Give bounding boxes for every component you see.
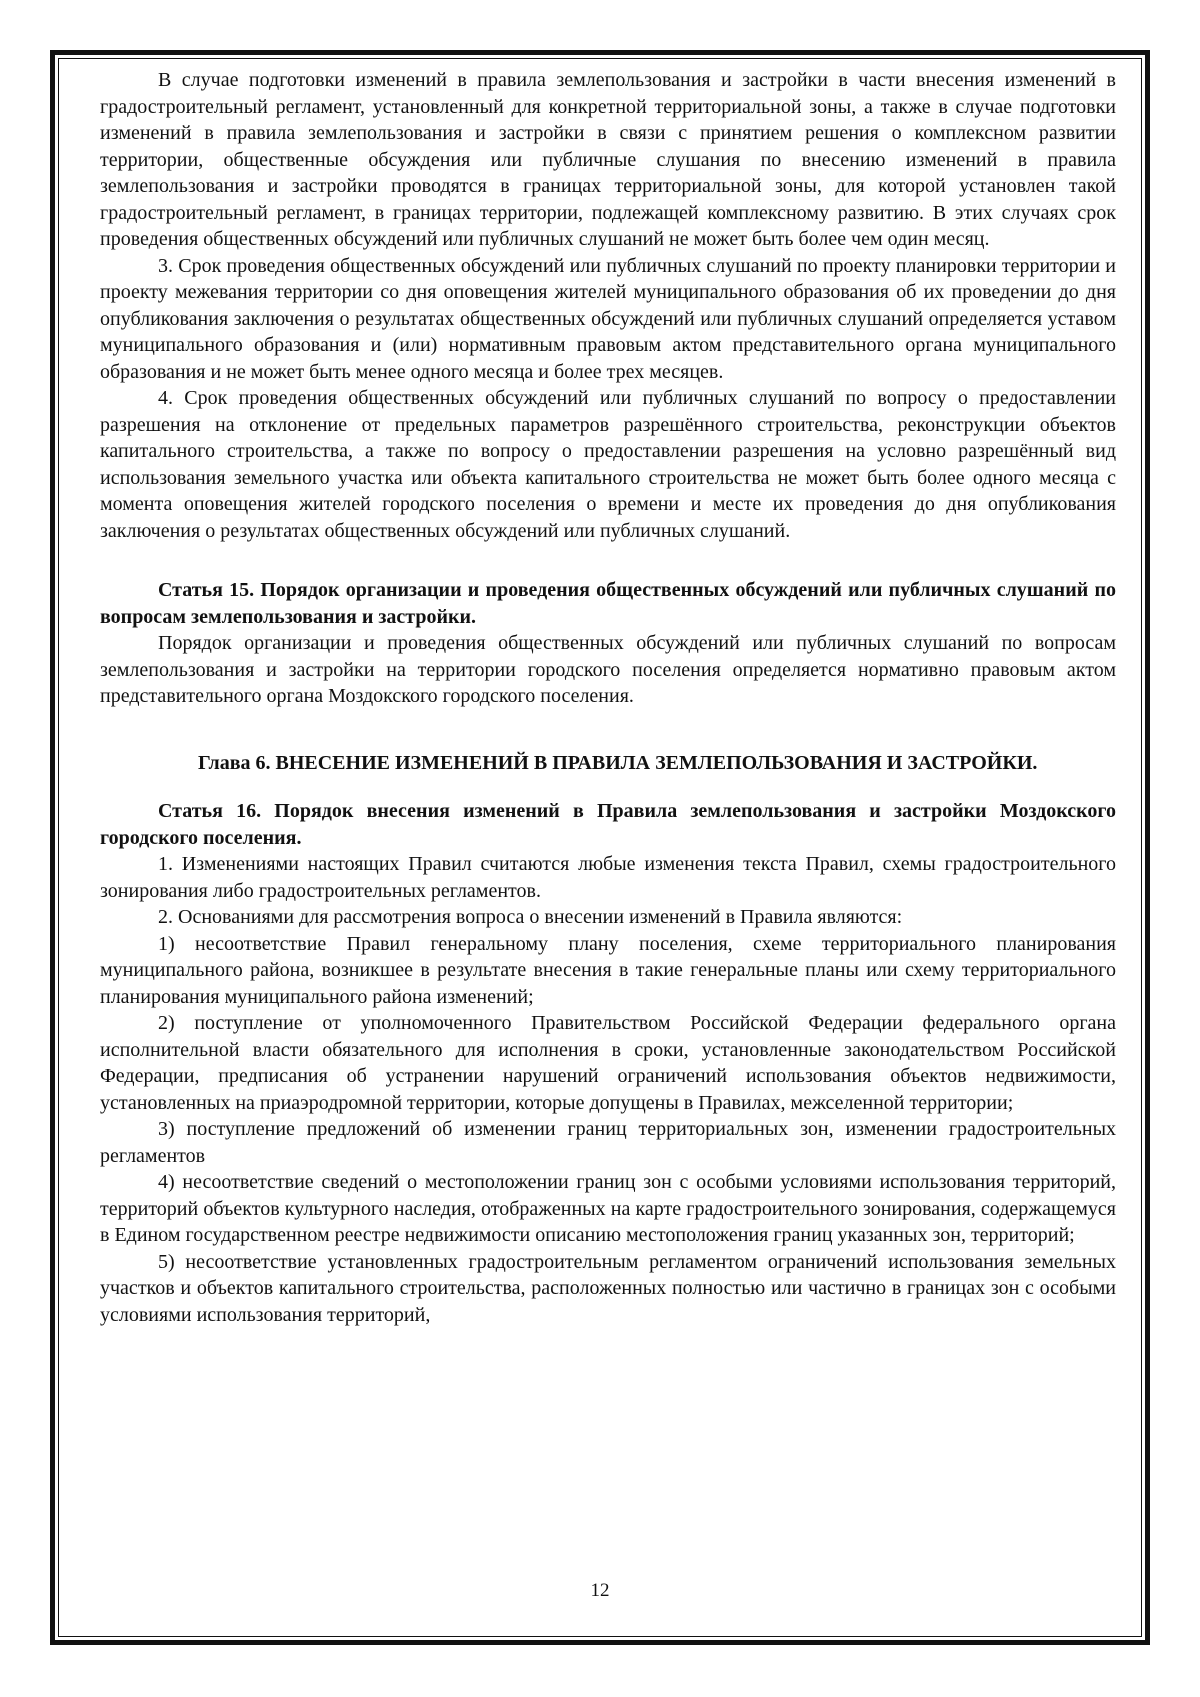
article-16-item: 2. Основаниями для рассмотрения вопроса о внесении изменений в Правила являются: (158, 906, 903, 928)
article-16-item: 1. Изменениями настоящих Правил считаются любые изменения текста Правил, схемы градостроительного зонирования либо градостроительных регламентов. (100, 853, 1116, 902)
spacer (100, 710, 1116, 750)
spacer (100, 776, 1116, 798)
page-number: 12 (590, 1580, 610, 1601)
article-16-heading: Статья 16. Порядок внесения изменений в Правила землепользования и застройки Моздокского городского поселения. (100, 800, 1116, 849)
paragraph: В случае подготовки изменений в правила землепользования и застройки в части внесения изменений в градостроительный регламент, установленный для конкретной территориальной зоны, а также в случае подготовки изменений в правила землепользования и застройки в связи с принятием решения о комплексном развитии территории, общественные обсуждения или публичные слушания по внесению изменений в правила землепользования и застройки проводятся в границах территориальной зоны, для которой установлен такой градостроительный регламент, в границах территории, подлежащей комплексному развитию. В этих случаях срок проведения общественных обсуждений или публичных слушаний не может быть более чем один месяц. (100, 69, 1116, 250)
chapter-6-heading: Глава 6. ВНЕСЕНИЕ ИЗМЕНЕНИЙ В ПРАВИЛА ЗЕМЛЕПОЛЬЗОВАНИЯ И ЗАСТРОЙКИ. (198, 751, 1038, 774)
article-16-item: 4) несоответствие сведений о местоположении границ зон с особыми условиями использования территорий, территорий объектов культурного наследия, отображенных на карте градостроительного зонирования, содержащемуся в Едином государственном реестре недвижимости описанию местоположения границ указанных зон, территорий; (100, 1171, 1116, 1246)
paragraph: 3. Срок проведения общественных обсуждений или публичных слушаний по проекту планировки территории и проекту межевания территории со дня оповещения жителей муниципального образования об их проведении до дня опубликования заключения о результатах общественных обсуждений или публичных слушаний определяется уставом муниципального образования и (или) нормативным правовым актом представительного органа муниципального образования и не может быть менее одного месяца и более трех месяцев. (100, 254, 1116, 383)
article-16-item: 2) поступление от уполномоченного Правительством Российской Федерации федерального органа исполнительной власти обязательного для исполнения в сроки, установленные законодательством Российской Федерации, предписания об устранении нарушений ограничений использования объектов недвижимости, установленных на приаэродромной территории, которые допущены в Правилах, межселенной территории; (100, 1012, 1116, 1114)
document-body (100, 67, 1116, 1328)
paragraph: 4. Срок проведения общественных обсуждений или публичных слушаний по вопросу о предоставлении разрешения на отклонение от предельных параметров разрешённого строительства, реконструкции объектов капитального строительства, а также по вопросу о предоставлении разрешения на условно разрешённый вид использования земельного участка или объекта капитального строительства не может быть более одного месяца с момента оповещения жителей городского поселения о времени и месте их проведения до дня опубликования заключения о результатах общественных обсуждений или публичных слушаний. (100, 387, 1116, 542)
article-15-text: Порядок организации и проведения общественных обсуждений или публичных слушаний по вопросам землепользования и застройки на территории городского поселения определяется нормативно правовым актом представительного органа Моздокского городского поселения. (100, 632, 1116, 707)
article-16-item: 1) несоответствие Правил генеральному плану поселения, схеме территориального планирования муниципального района, возникшее в результате внесения в такие генеральные планы или схему территориального планирования муниципального района изменений; (100, 932, 1116, 1008)
spacer (100, 544, 1116, 577)
article-16-item: 5) несоответствие установленных градостроительным регламентом ограничений использования земельных участков и объектов капитального строительства, расположенных полностью или частично в границах зон с особыми условиями использования территорий, (100, 1250, 1116, 1326)
article-16-item: 3) поступление предложений об изменении границ территориальных зон, изменении градостроительных регламентов (100, 1118, 1116, 1167)
article-15-heading: Статья 15. Порядок организации и проведения общественных обсуждений или публичных слушаний по вопросам землепользования и застройки. (100, 579, 1116, 628)
